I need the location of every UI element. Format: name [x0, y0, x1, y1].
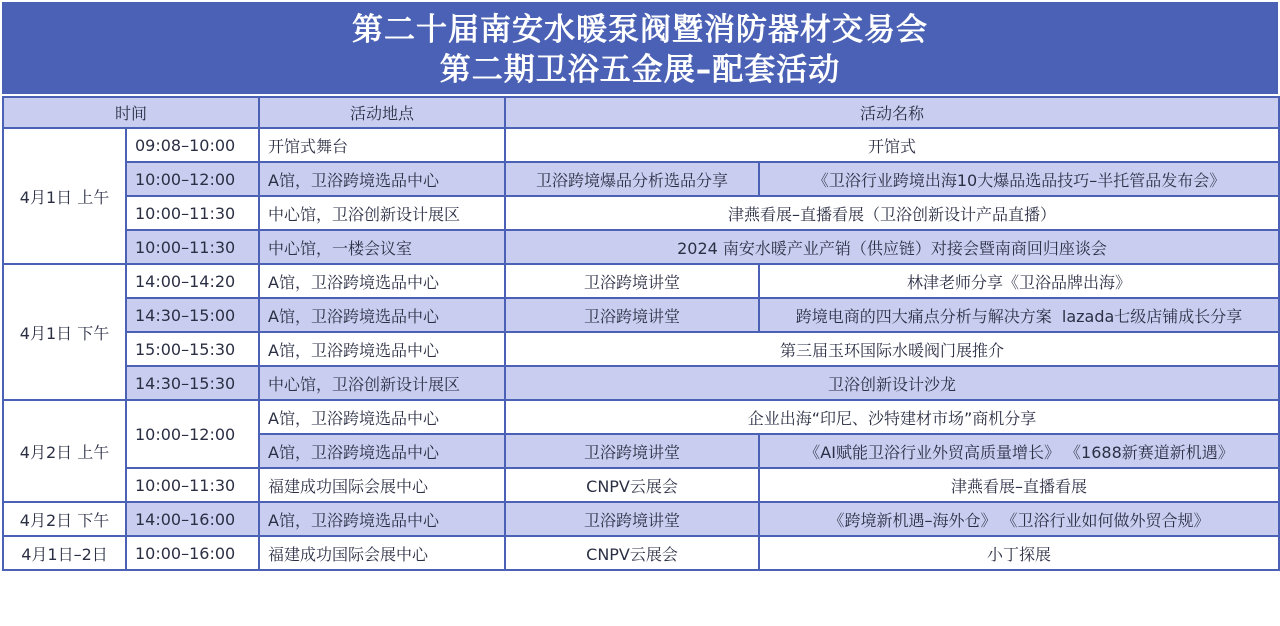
location-cell: A馆，卫浴跨境选品中心 — [259, 162, 505, 196]
time-cell: 10:00–16:00 — [126, 536, 259, 570]
location-cell: 中心馆，卫浴创新设计展区 — [259, 196, 505, 230]
date-cell: 4月1日 下午 — [3, 264, 126, 400]
location-cell: 福建成功国际会展中心 — [259, 536, 505, 570]
date-cell: 4月2日 下午 — [3, 502, 126, 536]
time-cell: 10:00–11:30 — [126, 230, 259, 264]
activity-cell: 企业出海“印尼、沙特建材市场”商机分享 — [505, 400, 1279, 434]
activity-cell: 第三届玉环国际水暖阀门展推介 — [505, 332, 1279, 366]
location-cell: A馆，卫浴跨境选品中心 — [259, 332, 505, 366]
activity-cell: 小丁探展 — [759, 536, 1279, 570]
time-cell: 10:00–12:00 — [126, 400, 259, 468]
activity-cell: 津燕看展–直播看展（卫浴创新设计产品直播） — [505, 196, 1279, 230]
activity-sub-cell: 卫浴跨境讲堂 — [505, 298, 759, 332]
table-row — [3, 502, 1279, 536]
table-row — [3, 400, 1279, 434]
column-header-name: 活动名称 — [505, 97, 1279, 128]
time-cell: 10:00–12:00 — [126, 162, 259, 196]
table-row — [3, 128, 1279, 162]
table-row — [3, 298, 1279, 332]
location-cell: A馆，卫浴跨境选品中心 — [259, 434, 505, 468]
activity-sub-cell: 卫浴跨境爆品分析选品分享 — [505, 162, 759, 196]
table-row — [3, 230, 1279, 264]
date-cell: 4月2日 上午 — [3, 400, 126, 502]
location-cell: 中心馆，卫浴创新设计展区 — [259, 366, 505, 400]
time-cell: 14:00–14:20 — [126, 264, 259, 298]
activity-sub-cell: 卫浴跨境讲堂 — [505, 264, 759, 298]
title-banner — [2, 2, 1278, 94]
activity-sub-cell: CNPV云展会 — [505, 468, 759, 502]
date-cell: 4月1日 上午 — [3, 128, 126, 264]
table-row — [3, 366, 1279, 400]
activity-cell: 《卫浴行业跨境出海10大爆品选品技巧–半托管品发布会》 — [759, 162, 1279, 196]
activity-sub-cell: 卫浴跨境讲堂 — [505, 434, 759, 468]
table-header-row — [3, 97, 1279, 128]
activity-cell: 开馆式 — [505, 128, 1279, 162]
time-cell: 14:30–15:00 — [126, 298, 259, 332]
activity-cell: 卫浴创新设计沙龙 — [505, 366, 1279, 400]
column-header-location: 活动地点 — [259, 97, 505, 128]
time-cell: 15:00–15:30 — [126, 332, 259, 366]
activity-sub-cell: 卫浴跨境讲堂 — [505, 502, 759, 536]
table-row — [3, 332, 1279, 366]
time-cell: 10:00–11:30 — [126, 196, 259, 230]
table-row — [3, 162, 1279, 196]
title-line-2: 第二期卫浴五金展–配套活动 — [439, 52, 841, 88]
location-cell: A馆，卫浴跨境选品中心 — [259, 502, 505, 536]
location-cell: 中心馆，一楼会议室 — [259, 230, 505, 264]
table-row — [3, 468, 1279, 502]
location-cell: A馆，卫浴跨境选品中心 — [259, 264, 505, 298]
schedule-table — [2, 96, 1280, 571]
column-header-time: 时间 — [3, 97, 259, 128]
location-cell: 福建成功国际会展中心 — [259, 468, 505, 502]
location-cell: A馆，卫浴跨境选品中心 — [259, 400, 505, 434]
activity-cell: 《AI赋能卫浴行业外贸高质量增长》 《1688新赛道新机遇》 — [759, 434, 1279, 468]
time-cell: 14:30–15:30 — [126, 366, 259, 400]
activity-cell: 2024 南安水暖产业产销（供应链）对接会暨南商回归座谈会 — [505, 230, 1279, 264]
table-row — [3, 536, 1279, 570]
time-cell: 10:00–11:30 — [126, 468, 259, 502]
location-cell: A馆，卫浴跨境选品中心 — [259, 298, 505, 332]
time-cell: 14:00–16:00 — [126, 502, 259, 536]
activity-sub-cell: CNPV云展会 — [505, 536, 759, 570]
title-line-1: 第二十届南安水暖泵阀暨消防器材交易会 — [352, 12, 928, 48]
activity-cell: 跨境电商的四大痛点分析与解决方案 lazada七级店铺成长分享 — [759, 298, 1279, 332]
table-row — [3, 264, 1279, 298]
time-cell: 09:08–10:00 — [126, 128, 259, 162]
activity-cell: 《跨境新机遇–海外仓》 《卫浴行业如何做外贸合规》 — [759, 502, 1279, 536]
activity-cell: 津燕看展–直播看展 — [759, 468, 1279, 502]
date-cell: 4月1日–2日 — [3, 536, 126, 570]
activity-cell: 林津老师分享《卫浴品牌出海》 — [759, 264, 1279, 298]
location-cell: 开馆式舞台 — [259, 128, 505, 162]
table-row — [3, 196, 1279, 230]
